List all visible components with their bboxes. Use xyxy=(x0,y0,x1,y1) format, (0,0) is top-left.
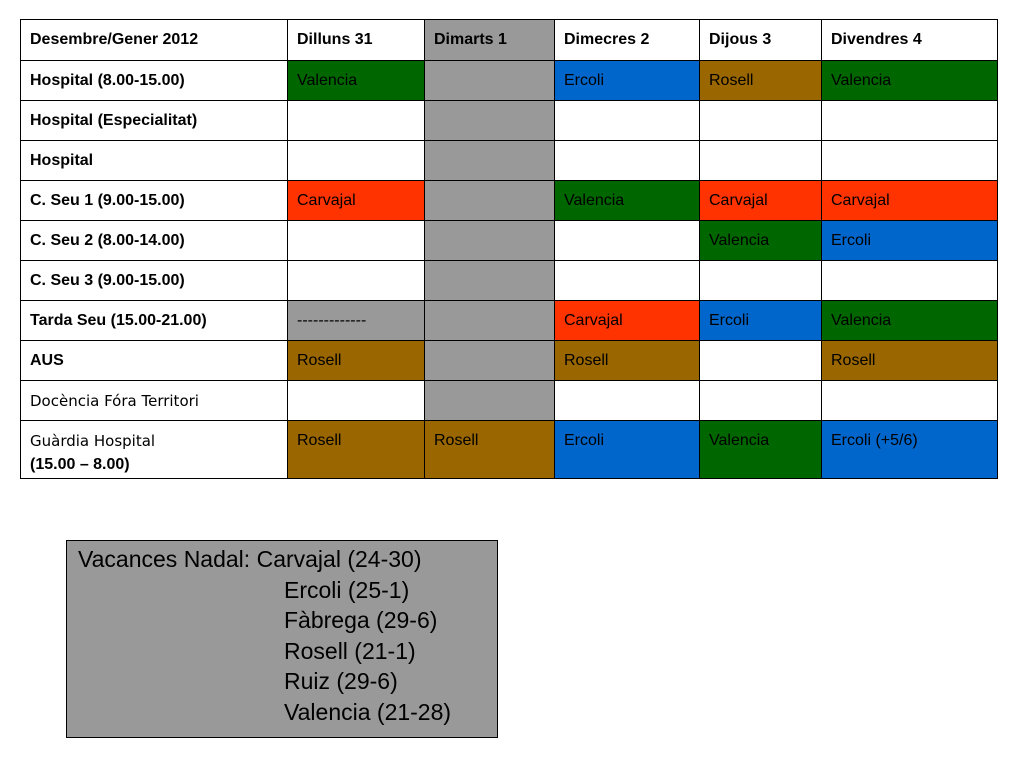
row-label: C. Seu 2 (8.00-14.00) xyxy=(21,221,288,261)
shift-cell: Ercoli (+5/6) xyxy=(822,421,998,479)
shift-cell xyxy=(822,261,998,301)
shift-cell xyxy=(288,381,425,421)
header-period: Desembre/Gener 2012 xyxy=(21,20,288,61)
shift-cell xyxy=(700,381,822,421)
shift-cell xyxy=(288,101,425,141)
shift-cell xyxy=(425,261,555,301)
shift-cell xyxy=(822,101,998,141)
holidays-box xyxy=(66,540,498,738)
table-row xyxy=(21,141,998,181)
shift-cell xyxy=(555,141,700,181)
shift-cell: Rosell xyxy=(425,421,555,479)
shift-cell xyxy=(700,141,822,181)
holiday-entry: Fàbrega (29-6) xyxy=(284,607,438,633)
shift-cell: Ercoli xyxy=(555,61,700,101)
shift-cell: Carvajal xyxy=(822,181,998,221)
shift-cell xyxy=(700,341,822,381)
shift-cell xyxy=(288,221,425,261)
shift-cell xyxy=(555,261,700,301)
shift-cell: Valencia xyxy=(555,181,700,221)
row-label: Guàrdia Hospital xyxy=(30,432,156,450)
holiday-entry: Carvajal (24-30) xyxy=(256,546,422,572)
shift-cell: Valencia xyxy=(288,61,425,101)
shift-cell: Carvajal xyxy=(700,181,822,221)
table-row xyxy=(21,341,998,381)
shift-cell: Valencia xyxy=(822,301,998,341)
row-label-hours: (15.00 – 8.00) xyxy=(30,456,130,473)
table-row xyxy=(21,181,998,221)
shift-cell: Ercoli xyxy=(555,421,700,479)
header-day: Dimecres 2 xyxy=(555,20,700,61)
row-label: Hospital xyxy=(21,141,288,181)
holiday-entry: Ercoli (25-1) xyxy=(284,576,410,603)
shift-cell xyxy=(425,341,555,381)
header-day: Dimarts 1 xyxy=(425,20,555,61)
shift-cell xyxy=(425,381,555,421)
shift-cell xyxy=(700,101,822,141)
header-day: Dijous 3 xyxy=(700,20,822,61)
shift-cell: Valencia xyxy=(700,221,822,261)
shift-cell xyxy=(555,221,700,261)
shift-cell: Carvajal xyxy=(555,301,700,341)
table-row xyxy=(21,421,998,479)
shift-cell: Carvajal xyxy=(288,181,425,221)
shift-cell xyxy=(822,141,998,181)
shift-cell xyxy=(288,261,425,301)
shift-cell xyxy=(700,261,822,301)
row-label: AUS xyxy=(21,341,288,381)
header-day: Divendres 4 xyxy=(822,20,998,61)
row-label: Hospital (Especialitat) xyxy=(21,101,288,141)
holiday-entry: Valencia (21-28) xyxy=(284,698,452,725)
shift-cell: Ercoli xyxy=(822,221,998,261)
table-row xyxy=(21,381,998,421)
shift-cell: Rosell xyxy=(288,341,425,381)
shift-cell xyxy=(555,381,700,421)
shift-cell xyxy=(425,301,555,341)
row-label: Hospital (8.00-15.00) xyxy=(21,61,288,101)
shift-cell: Valencia xyxy=(822,61,998,101)
shift-cell xyxy=(425,221,555,261)
shift-cell xyxy=(425,181,555,221)
table-row xyxy=(21,261,998,301)
shift-cell xyxy=(425,61,555,101)
holidays-title: Vacances Nadal: xyxy=(78,546,251,572)
table-row xyxy=(21,61,998,101)
holiday-entry: Rosell (21-1) xyxy=(284,637,416,664)
header-day: Dilluns 31 xyxy=(288,20,425,61)
row-label: C. Seu 3 (9.00-15.00) xyxy=(21,261,288,301)
row-label: Docència Fóra Territori xyxy=(21,381,288,421)
shift-cell: Rosell xyxy=(288,421,425,479)
holidays-first-line xyxy=(67,544,497,575)
schedule-table xyxy=(20,19,998,479)
header-row xyxy=(21,20,998,61)
table-row xyxy=(21,101,998,141)
shift-cell: Ercoli xyxy=(700,301,822,341)
shift-cell xyxy=(555,101,700,141)
shift-cell: ------------- xyxy=(288,301,425,341)
shift-cell xyxy=(822,381,998,421)
holiday-entry: Ruiz (29-6) xyxy=(284,668,398,694)
shift-cell xyxy=(425,101,555,141)
table-row xyxy=(21,301,998,341)
shift-cell: Valencia xyxy=(700,421,822,479)
row-label-cell xyxy=(21,421,288,479)
shift-cell: Rosell xyxy=(700,61,822,101)
row-label: C. Seu 1 (9.00-15.00) xyxy=(21,181,288,221)
table-row xyxy=(21,221,998,261)
shift-cell xyxy=(288,141,425,181)
shift-cell xyxy=(425,141,555,181)
shift-cell: Rosell xyxy=(822,341,998,381)
shift-cell: Rosell xyxy=(555,341,700,381)
row-label: Tarda Seu (15.00-21.00) xyxy=(21,301,288,341)
